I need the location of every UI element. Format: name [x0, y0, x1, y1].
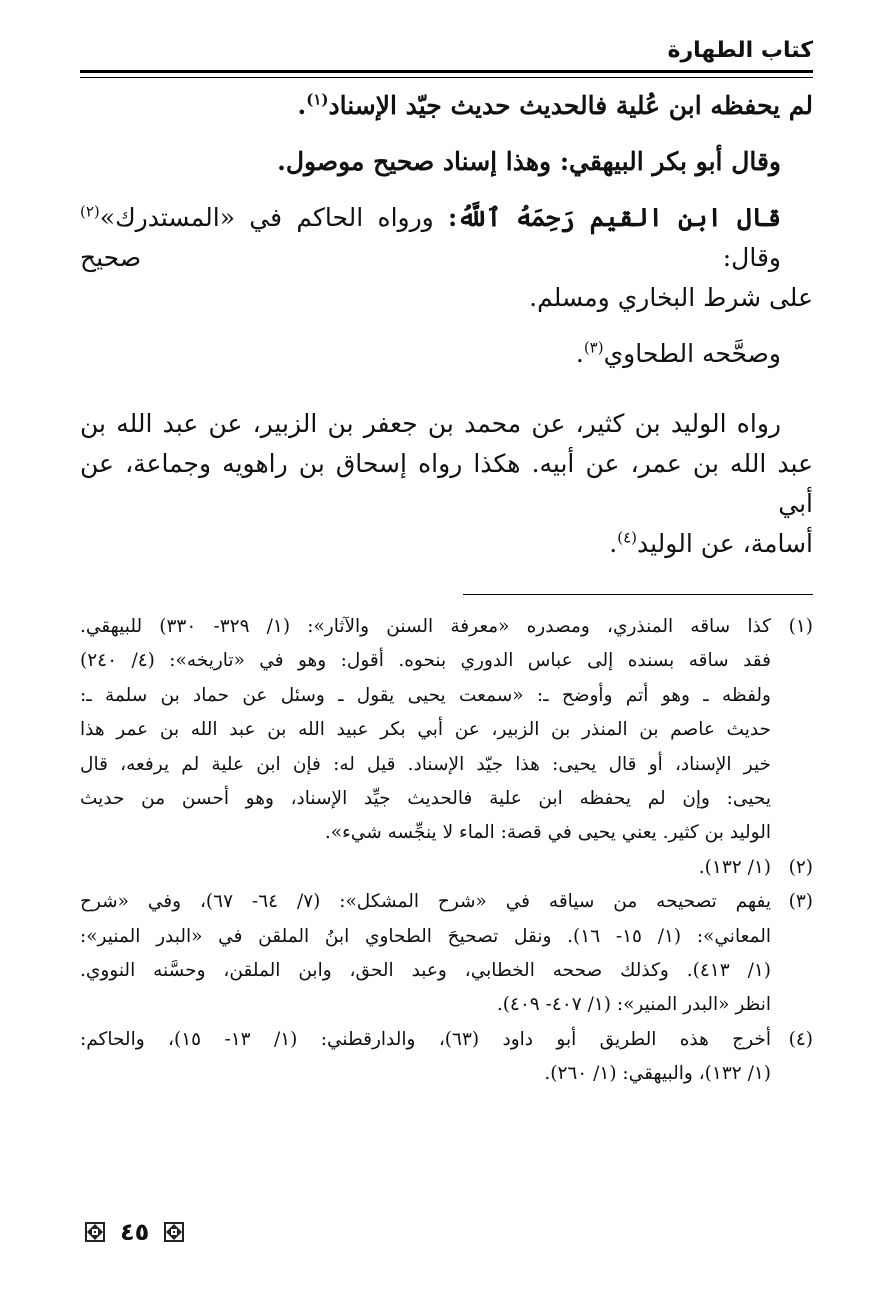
footnote-3-line-4: انظر «البدر المنير»: (١/ ٤٠٧- ٤٠٩). [496, 994, 771, 1016]
header-rule-thick [80, 70, 813, 73]
paragraph-1 [80, 86, 813, 126]
footnote-1-body [80, 610, 771, 851]
footnote-1-line-4: حديث عاصم بن المنذر بن الزبير، عن أبي بكر عبيد الله بن عبد الله بن عمر هذا [80, 719, 771, 741]
main-text [80, 86, 813, 564]
footnote-1-line-2: فقد ساقه بسنده إلى عباس الدوري بنحوه. أقول: وهو في «تاريخه»: (٤/ ٢٤٠) [80, 650, 771, 672]
footnote-2-number: (٢) [788, 856, 813, 878]
paragraph-4-line [80, 334, 813, 374]
paragraph-3-line-1-a: ورواه الحاكم في «المستدرك» [99, 203, 434, 232]
footnote-4-line-2: (١/ ١٣٢)، والبيهقي: (١/ ٢٦٠). [544, 1063, 771, 1085]
footnote-2 [80, 851, 813, 885]
paragraph-3-line-1-b: وقال: صحيح [80, 243, 781, 272]
footnote-3-line-3: (١/ ٤١٣). وكذلك صححه الخطابي، وعبد الحق، وابن الملقن، وحسَّنه النووي. [80, 960, 771, 982]
footnote-ref-1[interactable]: (١) [306, 90, 329, 109]
footnote-1-line-5: خير الإسناد، أو قال يحيى: هذا جيّد الإسناد. قيل له: فإن ابن علية لم يرفعه، قال [80, 753, 771, 775]
footnote-2-line-1: (١/ ١٣٢). [698, 856, 771, 878]
footnote-ref-2[interactable]: (٢) [80, 202, 100, 221]
page-folio [84, 1218, 185, 1246]
footnote-4-line-1: أخرج هذه الطريق أبو داود (٦٣)، والدارقطني: (١/ ١٣- ١٥)، والحاكم: [80, 1028, 771, 1050]
footnote-3-line-1: يفهم تصحيحه من سياقه في «شرح المشكل»: (٧/ ٦٤- ٦٧)، وفي «شرح [80, 891, 771, 913]
footnote-separator [463, 594, 813, 595]
footnote-1 [80, 610, 813, 851]
page-number: ٤٥ [120, 1218, 150, 1246]
paragraph-5 [80, 404, 813, 564]
paragraph-3 [80, 198, 813, 318]
footnote-4-body [80, 1023, 771, 1092]
footnote-3 [80, 885, 813, 1023]
footnote-ref-4[interactable]: (٤) [617, 528, 638, 547]
footnote-1-line-3: ولفظه ـ وهو أتم وأوضح ـ: «سمعت يحيى يقول ـ وسئل عن حماد بن سلمة ـ: [80, 684, 771, 706]
footnote-3-line-2: المعاني»: (١/ ١٥- ١٦). ونقل تصحيحَ الطحاوي ابنُ الملقن في «البدر المنير»: [80, 925, 771, 947]
footnote-3-number: (٣) [788, 891, 813, 913]
running-head: كتاب الطهارة [667, 38, 813, 63]
paragraph-3-line-2: على شرط البخاري ومسلم. [529, 283, 813, 312]
paragraph-5-line-3 [80, 524, 813, 564]
footnote-1-line-7: الوليد بن كثير. يعني يحيى في قصة: الماء لا ينجِّسه شيء». [324, 822, 771, 844]
footnote-2-body [80, 851, 771, 885]
paragraph-2-text: وقال أبو بكر البيهقي: وهذا إسناد صحيح موصول. [277, 147, 781, 176]
footnote-4 [80, 1023, 813, 1092]
paragraph-4-text: وصحَّحه الطحاوي [603, 339, 781, 368]
header-rule-thin [80, 77, 813, 78]
paragraph-5-line-2: عبد الله بن عمر، عن أبيه. هكذا رواه إسحاق بن راهويه وجماعة، عن أبي [80, 449, 813, 518]
geometric-ornament-icon [163, 1221, 185, 1243]
paragraph-5-end: . [609, 529, 618, 558]
geometric-ornament-icon [84, 1221, 106, 1243]
footnote-1-number: (١) [788, 616, 813, 637]
paragraph-5-line-3-text: أسامة، عن الوليد [637, 529, 813, 558]
paragraph-4 [80, 334, 813, 374]
paragraph-4-end: . [575, 339, 584, 368]
paragraph-1-end: . [297, 91, 307, 120]
paragraph-2 [80, 142, 813, 182]
footnote-ref-3[interactable]: (٣) [583, 338, 604, 357]
footnotes [80, 610, 813, 1092]
footnote-1-line-6: يحيى: وإن لم يحفظه ابن علية فالحديث جيِّد الإسناد، وهو أحسن من حديث [80, 788, 771, 810]
footnote-1-line-1: كذا ساقه المنذري، ومصدره «معرفة السنن والآثار»: (١/ ٣٢٩- ٣٣٠) للبيهقي. [80, 616, 771, 637]
paragraph-1-text: لم يحفظه ابن عُلية فالحديث حديث جيّد الإسناد [328, 91, 813, 120]
footnote-3-body [80, 885, 771, 1023]
paragraph-5-line-1: رواه الوليد بن كثير، عن محمد بن جعفر بن الزبير، عن عبد الله بن [80, 409, 781, 438]
ibn-qayyim-label: قال ابن القيم رَحِمَهُ ٱللَّهُ: [448, 203, 781, 232]
paragraph-3-line-1 [80, 198, 813, 278]
footnote-4-number: (٤) [788, 1028, 813, 1050]
